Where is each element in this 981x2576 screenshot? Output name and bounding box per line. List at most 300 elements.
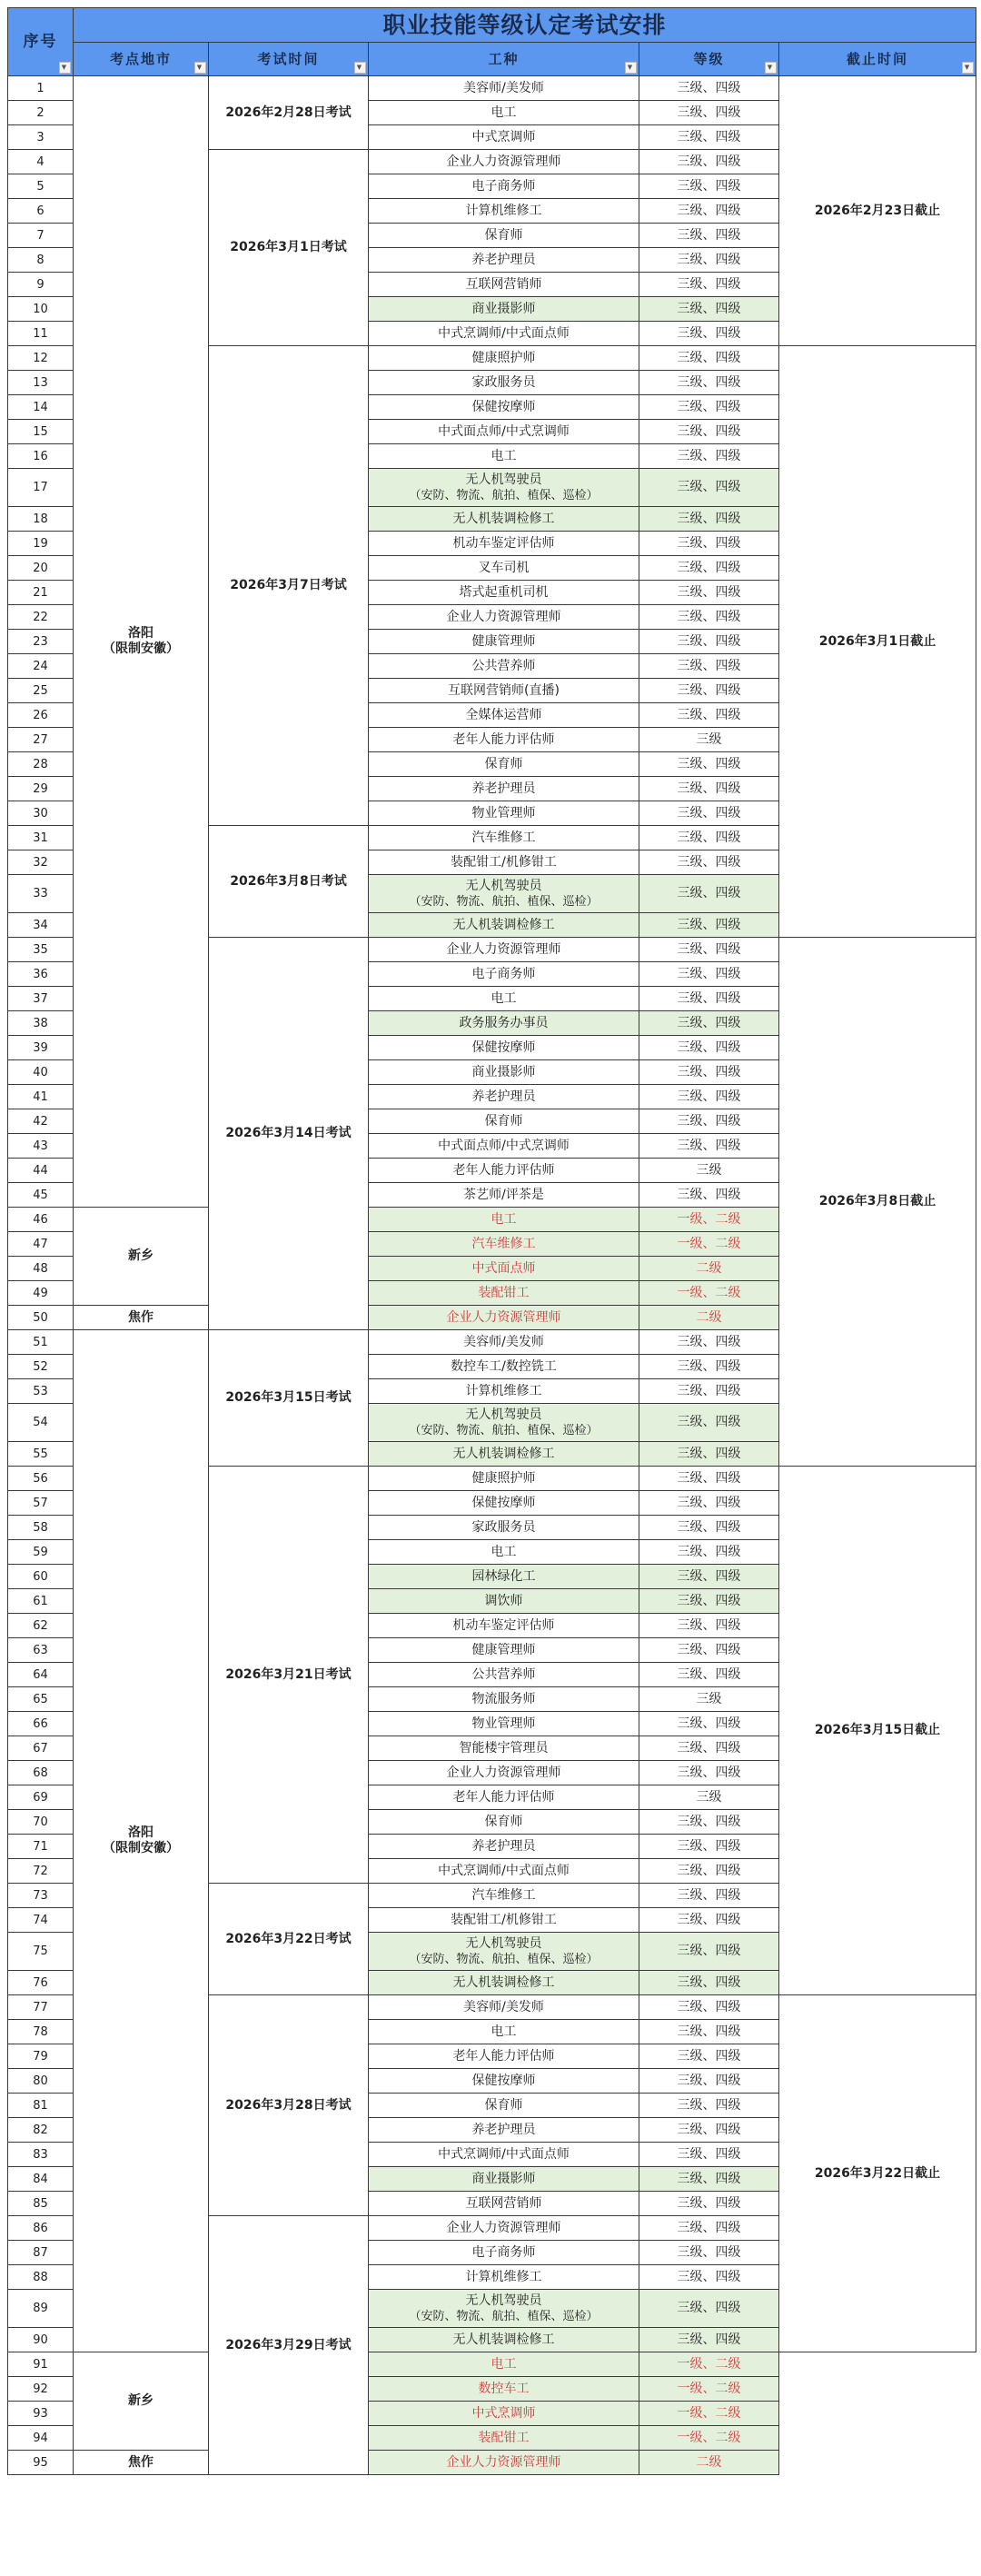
exam-date-cell[interactable]: 2026年3月29日考试 <box>209 2216 369 2475</box>
level-cell[interactable]: 三级、四级 <box>639 1011 779 1036</box>
job-type-cell[interactable] <box>369 777 639 801</box>
level-cell[interactable]: 三级、四级 <box>639 1379 779 1404</box>
level-cell[interactable]: 一级、二级 <box>639 1281 779 1306</box>
seq-cell[interactable]: 83 <box>8 2143 74 2167</box>
level-cell[interactable]: 三级、四级 <box>639 1060 779 1085</box>
seq-cell[interactable]: 38 <box>8 1011 74 1036</box>
deadline-cell[interactable] <box>779 2352 976 2475</box>
job-type-cell[interactable] <box>369 2167 639 2192</box>
job-type-cell[interactable] <box>369 101 639 125</box>
seq-cell[interactable]: 23 <box>8 630 74 654</box>
seq-cell[interactable]: 5 <box>8 174 74 199</box>
seq-cell[interactable]: 30 <box>8 801 74 826</box>
level-cell[interactable]: 一级、二级 <box>639 1232 779 1257</box>
exam-date-cell[interactable]: 2026年3月7日考试 <box>209 346 369 826</box>
level-cell[interactable]: 三级、四级 <box>639 2328 779 2352</box>
level-cell[interactable]: 三级、四级 <box>639 199 779 224</box>
seq-cell[interactable]: 15 <box>8 420 74 444</box>
seq-cell[interactable]: 85 <box>8 2192 74 2216</box>
job-type-cell[interactable] <box>369 801 639 826</box>
job-type-cell[interactable] <box>369 2290 639 2328</box>
job-type-cell[interactable] <box>369 2143 639 2167</box>
exam-date-cell[interactable]: 2026年2月28日考试 <box>209 76 369 150</box>
filter-dropdown-icon[interactable]: ▼ <box>354 62 366 74</box>
job-type-cell[interactable] <box>369 76 639 101</box>
seq-cell[interactable]: 7 <box>8 224 74 248</box>
seq-cell[interactable]: 68 <box>8 1761 74 1785</box>
level-cell[interactable]: 三级、四级 <box>639 2241 779 2265</box>
level-cell[interactable]: 三级、四级 <box>639 1638 779 1663</box>
seq-cell[interactable]: 9 <box>8 273 74 297</box>
seq-cell[interactable]: 26 <box>8 703 74 728</box>
job-type-cell[interactable] <box>369 1712 639 1736</box>
level-cell[interactable]: 三级、四级 <box>639 1404 779 1442</box>
job-type-cell[interactable] <box>369 150 639 174</box>
exam-date-cell[interactable]: 2026年3月8日考试 <box>209 826 369 938</box>
level-cell[interactable]: 三级、四级 <box>639 101 779 125</box>
level-cell[interactable]: 三级、四级 <box>639 1467 779 1491</box>
level-cell[interactable]: 一级、二级 <box>639 2352 779 2377</box>
exam-date-cell[interactable]: 2026年3月21日考试 <box>209 1467 369 1884</box>
seq-cell[interactable]: 40 <box>8 1060 74 1085</box>
job-type-cell[interactable] <box>369 1933 639 1971</box>
job-type-cell[interactable] <box>369 1908 639 1933</box>
deadline-cell[interactable]: 2026年3月22日截止 <box>779 1995 976 2352</box>
level-cell[interactable]: 三级、四级 <box>639 248 779 273</box>
job-type-cell[interactable] <box>369 469 639 507</box>
job-type-cell[interactable] <box>369 1565 639 1589</box>
seq-cell[interactable]: 39 <box>8 1036 74 1060</box>
level-cell[interactable]: 三级 <box>639 1687 779 1712</box>
level-cell[interactable]: 三级、四级 <box>639 2118 779 2143</box>
seq-cell[interactable]: 10 <box>8 297 74 322</box>
seq-cell[interactable]: 43 <box>8 1134 74 1159</box>
job-type-cell[interactable] <box>369 1540 639 1565</box>
level-cell[interactable]: 三级、四级 <box>639 1810 779 1835</box>
seq-cell[interactable]: 28 <box>8 752 74 777</box>
job-type-cell[interactable] <box>369 654 639 679</box>
seq-cell[interactable]: 50 <box>8 1306 74 1330</box>
seq-cell[interactable]: 20 <box>8 556 74 581</box>
level-cell[interactable]: 三级、四级 <box>639 2094 779 2118</box>
seq-cell[interactable]: 82 <box>8 2118 74 2143</box>
deadline-cell[interactable]: 2026年3月8日截止 <box>779 938 976 1467</box>
job-type-cell[interactable] <box>369 1516 639 1540</box>
seq-cell[interactable]: 32 <box>8 850 74 875</box>
job-type-cell[interactable] <box>369 2094 639 2118</box>
job-type-cell[interactable] <box>369 395 639 420</box>
level-cell[interactable]: 二级 <box>639 1306 779 1330</box>
level-cell[interactable]: 一级、二级 <box>639 2426 779 2451</box>
seq-cell[interactable]: 89 <box>8 2290 74 2328</box>
seq-cell[interactable]: 95 <box>8 2451 74 2475</box>
job-type-cell[interactable] <box>369 2044 639 2069</box>
city-cell[interactable] <box>74 2352 209 2451</box>
filter-dropdown-icon[interactable]: ▼ <box>962 62 974 74</box>
job-type-cell[interactable] <box>369 605 639 630</box>
level-cell[interactable]: 三级、四级 <box>639 150 779 174</box>
job-type-cell[interactable] <box>369 1085 639 1109</box>
level-cell[interactable]: 三级、四级 <box>639 371 779 395</box>
seq-cell[interactable]: 66 <box>8 1712 74 1736</box>
seq-cell[interactable]: 25 <box>8 679 74 703</box>
job-type-cell[interactable] <box>369 444 639 469</box>
job-type-cell[interactable] <box>369 703 639 728</box>
job-type-cell[interactable] <box>369 2241 639 2265</box>
job-type-cell[interactable] <box>369 581 639 605</box>
level-cell[interactable]: 三级、四级 <box>639 1663 779 1687</box>
job-type-cell[interactable] <box>369 2265 639 2290</box>
job-type-cell[interactable] <box>369 875 639 913</box>
job-type-cell[interactable] <box>369 1281 639 1306</box>
level-cell[interactable]: 三级、四级 <box>639 1835 779 1859</box>
job-type-cell[interactable] <box>369 1257 639 1281</box>
job-type-cell[interactable] <box>369 2352 639 2377</box>
level-cell[interactable]: 三级、四级 <box>639 125 779 150</box>
level-cell[interactable]: 三级、四级 <box>639 1355 779 1379</box>
level-cell[interactable]: 三级、四级 <box>639 174 779 199</box>
seq-cell[interactable]: 18 <box>8 507 74 532</box>
seq-cell[interactable]: 87 <box>8 2241 74 2265</box>
level-cell[interactable]: 三级、四级 <box>639 679 779 703</box>
level-cell[interactable]: 三级、四级 <box>639 913 779 938</box>
job-type-cell[interactable] <box>369 1183 639 1208</box>
level-cell[interactable]: 三级、四级 <box>639 1134 779 1159</box>
level-cell[interactable]: 三级、四级 <box>639 1712 779 1736</box>
seq-cell[interactable]: 16 <box>8 444 74 469</box>
level-cell[interactable]: 三级、四级 <box>639 1036 779 1060</box>
level-cell[interactable]: 二级 <box>639 1257 779 1281</box>
job-type-cell[interactable] <box>369 1060 639 1085</box>
deadline-cell[interactable]: 2026年3月1日截止 <box>779 346 976 938</box>
level-cell[interactable]: 三级、四级 <box>639 1933 779 1971</box>
job-type-cell[interactable] <box>369 224 639 248</box>
seq-cell[interactable]: 35 <box>8 938 74 962</box>
level-cell[interactable]: 三级、四级 <box>639 654 779 679</box>
job-type-cell[interactable] <box>369 556 639 581</box>
level-cell[interactable]: 三级、四级 <box>639 1884 779 1908</box>
level-cell[interactable]: 三级、四级 <box>639 420 779 444</box>
seq-cell[interactable]: 73 <box>8 1884 74 1908</box>
seq-cell[interactable]: 13 <box>8 371 74 395</box>
seq-cell[interactable]: 72 <box>8 1859 74 1884</box>
job-type-cell[interactable] <box>369 938 639 962</box>
job-type-cell[interactable] <box>369 1442 639 1467</box>
seq-cell[interactable]: 64 <box>8 1663 74 1687</box>
level-cell[interactable]: 三级、四级 <box>639 752 779 777</box>
seq-cell[interactable]: 11 <box>8 322 74 346</box>
seq-cell[interactable]: 58 <box>8 1516 74 1540</box>
job-type-cell[interactable] <box>369 1109 639 1134</box>
seq-cell[interactable]: 47 <box>8 1232 74 1257</box>
job-type-cell[interactable] <box>369 962 639 987</box>
seq-cell[interactable]: 77 <box>8 1995 74 2020</box>
seq-cell[interactable]: 54 <box>8 1404 74 1442</box>
job-type-cell[interactable] <box>369 1330 639 1355</box>
seq-cell[interactable]: 52 <box>8 1355 74 1379</box>
job-type-cell[interactable] <box>369 2069 639 2094</box>
job-type-cell[interactable] <box>369 1971 639 1995</box>
job-type-cell[interactable] <box>369 2402 639 2426</box>
level-cell[interactable]: 三级、四级 <box>639 1330 779 1355</box>
level-cell[interactable]: 三级、四级 <box>639 1109 779 1134</box>
job-type-cell[interactable] <box>369 1736 639 1761</box>
seq-cell[interactable]: 48 <box>8 1257 74 1281</box>
level-cell[interactable]: 三级 <box>639 1159 779 1183</box>
seq-cell[interactable]: 76 <box>8 1971 74 1995</box>
level-cell[interactable]: 三级、四级 <box>639 469 779 507</box>
level-cell[interactable]: 三级、四级 <box>639 826 779 850</box>
job-type-cell[interactable] <box>369 532 639 556</box>
level-cell[interactable]: 三级、四级 <box>639 532 779 556</box>
job-type-cell[interactable] <box>369 1404 639 1442</box>
level-cell[interactable]: 三级、四级 <box>639 1565 779 1589</box>
level-cell[interactable]: 三级、四级 <box>639 987 779 1011</box>
seq-cell[interactable]: 67 <box>8 1736 74 1761</box>
level-cell[interactable]: 三级、四级 <box>639 605 779 630</box>
level-cell[interactable]: 三级、四级 <box>639 2020 779 2044</box>
seq-cell[interactable]: 69 <box>8 1785 74 1810</box>
seq-cell[interactable]: 53 <box>8 1379 74 1404</box>
level-cell[interactable]: 三级、四级 <box>639 1589 779 1614</box>
seq-cell[interactable]: 80 <box>8 2069 74 2094</box>
seq-cell[interactable]: 55 <box>8 1442 74 1467</box>
level-cell[interactable]: 三级、四级 <box>639 1761 779 1785</box>
filter-dropdown-icon[interactable]: ▼ <box>765 62 777 74</box>
exam-date-cell[interactable]: 2026年3月28日考试 <box>209 1995 369 2216</box>
seq-cell[interactable]: 74 <box>8 1908 74 1933</box>
level-cell[interactable]: 三级、四级 <box>639 1085 779 1109</box>
seq-cell[interactable]: 79 <box>8 2044 74 2069</box>
seq-cell[interactable]: 22 <box>8 605 74 630</box>
filter-dropdown-icon[interactable]: ▼ <box>625 62 637 74</box>
job-type-cell[interactable] <box>369 273 639 297</box>
level-cell[interactable]: 三级、四级 <box>639 322 779 346</box>
city-cell[interactable] <box>74 76 209 1208</box>
level-cell[interactable]: 三级、四级 <box>639 2167 779 2192</box>
level-cell[interactable]: 三级、四级 <box>639 395 779 420</box>
job-type-cell[interactable] <box>369 2216 639 2241</box>
job-type-cell[interactable] <box>369 1589 639 1614</box>
seq-cell[interactable]: 1 <box>8 76 74 101</box>
seq-cell[interactable]: 29 <box>8 777 74 801</box>
level-cell[interactable]: 三级、四级 <box>639 1736 779 1761</box>
exam-date-cell[interactable]: 2026年3月22日考试 <box>209 1884 369 1995</box>
level-cell[interactable]: 三级、四级 <box>639 273 779 297</box>
job-type-cell[interactable] <box>369 1208 639 1232</box>
seq-cell[interactable]: 6 <box>8 199 74 224</box>
seq-cell[interactable]: 37 <box>8 987 74 1011</box>
level-cell[interactable]: 三级、四级 <box>639 777 779 801</box>
level-cell[interactable]: 三级、四级 <box>639 346 779 371</box>
seq-cell[interactable]: 36 <box>8 962 74 987</box>
deadline-cell[interactable]: 2026年3月15日截止 <box>779 1467 976 1995</box>
level-cell[interactable]: 三级、四级 <box>639 1516 779 1540</box>
job-type-cell[interactable] <box>369 420 639 444</box>
level-cell[interactable]: 三级、四级 <box>639 703 779 728</box>
job-type-cell[interactable] <box>369 199 639 224</box>
seq-cell[interactable]: 41 <box>8 1085 74 1109</box>
seq-cell[interactable]: 78 <box>8 2020 74 2044</box>
seq-cell[interactable]: 71 <box>8 1835 74 1859</box>
job-type-cell[interactable] <box>369 371 639 395</box>
level-cell[interactable]: 三级 <box>639 1785 779 1810</box>
seq-cell[interactable]: 90 <box>8 2328 74 2352</box>
level-cell[interactable]: 一级、二级 <box>639 2377 779 2402</box>
filter-dropdown-icon[interactable]: ▼ <box>194 62 206 74</box>
seq-cell[interactable]: 14 <box>8 395 74 420</box>
level-cell[interactable]: 三级、四级 <box>639 76 779 101</box>
level-cell[interactable]: 三级、四级 <box>639 850 779 875</box>
job-type-cell[interactable] <box>369 679 639 703</box>
level-cell[interactable]: 三级、四级 <box>639 962 779 987</box>
seq-cell[interactable]: 17 <box>8 469 74 507</box>
seq-cell[interactable]: 84 <box>8 2167 74 2192</box>
level-cell[interactable]: 三级、四级 <box>639 2069 779 2094</box>
seq-cell[interactable]: 88 <box>8 2265 74 2290</box>
level-cell[interactable]: 三级、四级 <box>639 2265 779 2290</box>
job-type-cell[interactable] <box>369 987 639 1011</box>
job-type-cell[interactable] <box>369 1785 639 1810</box>
seq-cell[interactable]: 91 <box>8 2352 74 2377</box>
job-type-cell[interactable] <box>369 507 639 532</box>
seq-cell[interactable]: 2 <box>8 101 74 125</box>
job-type-cell[interactable] <box>369 1491 639 1516</box>
seq-cell[interactable]: 24 <box>8 654 74 679</box>
seq-cell[interactable]: 62 <box>8 1614 74 1638</box>
seq-cell[interactable]: 8 <box>8 248 74 273</box>
level-cell[interactable]: 三级、四级 <box>639 297 779 322</box>
job-type-cell[interactable] <box>369 2377 639 2402</box>
level-cell[interactable]: 三级、四级 <box>639 1859 779 1884</box>
job-type-cell[interactable] <box>369 1379 639 1404</box>
job-type-cell[interactable] <box>369 630 639 654</box>
seq-cell[interactable]: 19 <box>8 532 74 556</box>
seq-cell[interactable]: 60 <box>8 1565 74 1589</box>
level-cell[interactable]: 三级、四级 <box>639 1540 779 1565</box>
job-type-cell[interactable] <box>369 826 639 850</box>
level-cell[interactable]: 三级、四级 <box>639 224 779 248</box>
level-cell[interactable]: 三级、四级 <box>639 801 779 826</box>
job-type-cell[interactable] <box>369 2118 639 2143</box>
level-cell[interactable]: 三级、四级 <box>639 2192 779 2216</box>
job-type-cell[interactable] <box>369 248 639 273</box>
seq-cell[interactable]: 12 <box>8 346 74 371</box>
city-cell[interactable] <box>74 1306 209 1330</box>
job-type-cell[interactable] <box>369 1614 639 1638</box>
deadline-cell[interactable]: 2026年2月23日截止 <box>779 76 976 346</box>
job-type-cell[interactable] <box>369 1995 639 2020</box>
level-cell[interactable]: 三级、四级 <box>639 1183 779 1208</box>
level-cell[interactable]: 三级、四级 <box>639 2216 779 2241</box>
level-cell[interactable]: 三级、四级 <box>639 1614 779 1638</box>
seq-cell[interactable]: 49 <box>8 1281 74 1306</box>
level-cell[interactable]: 三级、四级 <box>639 938 779 962</box>
level-cell[interactable]: 三级、四级 <box>639 1971 779 1995</box>
seq-cell[interactable]: 70 <box>8 1810 74 1835</box>
job-type-cell[interactable] <box>369 2020 639 2044</box>
level-cell[interactable]: 一级、二级 <box>639 2402 779 2426</box>
level-cell[interactable]: 三级、四级 <box>639 581 779 605</box>
job-type-cell[interactable] <box>369 1663 639 1687</box>
job-type-cell[interactable] <box>369 1761 639 1785</box>
level-cell[interactable]: 三级、四级 <box>639 1908 779 1933</box>
seq-cell[interactable]: 21 <box>8 581 74 605</box>
seq-cell[interactable]: 56 <box>8 1467 74 1491</box>
job-type-cell[interactable] <box>369 1306 639 1330</box>
seq-cell[interactable]: 51 <box>8 1330 74 1355</box>
job-type-cell[interactable] <box>369 297 639 322</box>
job-type-cell[interactable] <box>369 1884 639 1908</box>
job-type-cell[interactable] <box>369 1036 639 1060</box>
job-type-cell[interactable] <box>369 1011 639 1036</box>
seq-cell[interactable]: 46 <box>8 1208 74 1232</box>
seq-cell[interactable]: 94 <box>8 2426 74 2451</box>
exam-date-cell[interactable]: 2026年3月1日考试 <box>209 150 369 346</box>
seq-cell[interactable]: 75 <box>8 1933 74 1971</box>
level-cell[interactable]: 三级、四级 <box>639 556 779 581</box>
seq-cell[interactable]: 34 <box>8 913 74 938</box>
job-type-cell[interactable] <box>369 1638 639 1663</box>
seq-cell[interactable]: 59 <box>8 1540 74 1565</box>
job-type-cell[interactable] <box>369 1859 639 1884</box>
job-type-cell[interactable] <box>369 1232 639 1257</box>
job-type-cell[interactable] <box>369 1835 639 1859</box>
job-type-cell[interactable] <box>369 346 639 371</box>
seq-cell[interactable]: 65 <box>8 1687 74 1712</box>
job-type-cell[interactable] <box>369 850 639 875</box>
job-type-cell[interactable] <box>369 2192 639 2216</box>
job-type-cell[interactable] <box>369 728 639 752</box>
job-type-cell[interactable] <box>369 752 639 777</box>
seq-cell[interactable]: 42 <box>8 1109 74 1134</box>
seq-cell[interactable]: 93 <box>8 2402 74 2426</box>
level-cell[interactable]: 三级 <box>639 728 779 752</box>
city-cell[interactable] <box>74 2451 209 2475</box>
filter-dropdown-icon[interactable]: ▼ <box>59 62 71 74</box>
job-type-cell[interactable] <box>369 1355 639 1379</box>
seq-cell[interactable]: 61 <box>8 1589 74 1614</box>
seq-cell[interactable]: 86 <box>8 2216 74 2241</box>
level-cell[interactable]: 三级、四级 <box>639 1442 779 1467</box>
seq-cell[interactable]: 45 <box>8 1183 74 1208</box>
seq-cell[interactable]: 33 <box>8 875 74 913</box>
job-type-cell[interactable] <box>369 125 639 150</box>
seq-cell[interactable]: 92 <box>8 2377 74 2402</box>
job-type-cell[interactable] <box>369 1134 639 1159</box>
level-cell[interactable]: 三级、四级 <box>639 875 779 913</box>
job-type-cell[interactable] <box>369 2328 639 2352</box>
level-cell[interactable]: 三级、四级 <box>639 444 779 469</box>
seq-cell[interactable]: 3 <box>8 125 74 150</box>
level-cell[interactable]: 三级、四级 <box>639 1995 779 2020</box>
level-cell[interactable]: 三级、四级 <box>639 507 779 532</box>
seq-cell[interactable]: 31 <box>8 826 74 850</box>
job-type-cell[interactable] <box>369 1810 639 1835</box>
job-type-cell[interactable] <box>369 2451 639 2475</box>
level-cell[interactable]: 一级、二级 <box>639 1208 779 1232</box>
seq-cell[interactable]: 27 <box>8 728 74 752</box>
level-cell[interactable]: 三级、四级 <box>639 2044 779 2069</box>
exam-date-cell[interactable]: 2026年3月14日考试 <box>209 938 369 1330</box>
seq-cell[interactable]: 57 <box>8 1491 74 1516</box>
exam-date-cell[interactable]: 2026年3月15日考试 <box>209 1330 369 1467</box>
job-type-cell[interactable] <box>369 1159 639 1183</box>
level-cell[interactable]: 三级、四级 <box>639 630 779 654</box>
job-type-cell[interactable] <box>369 322 639 346</box>
level-cell[interactable]: 三级、四级 <box>639 2290 779 2328</box>
seq-cell[interactable]: 44 <box>8 1159 74 1183</box>
